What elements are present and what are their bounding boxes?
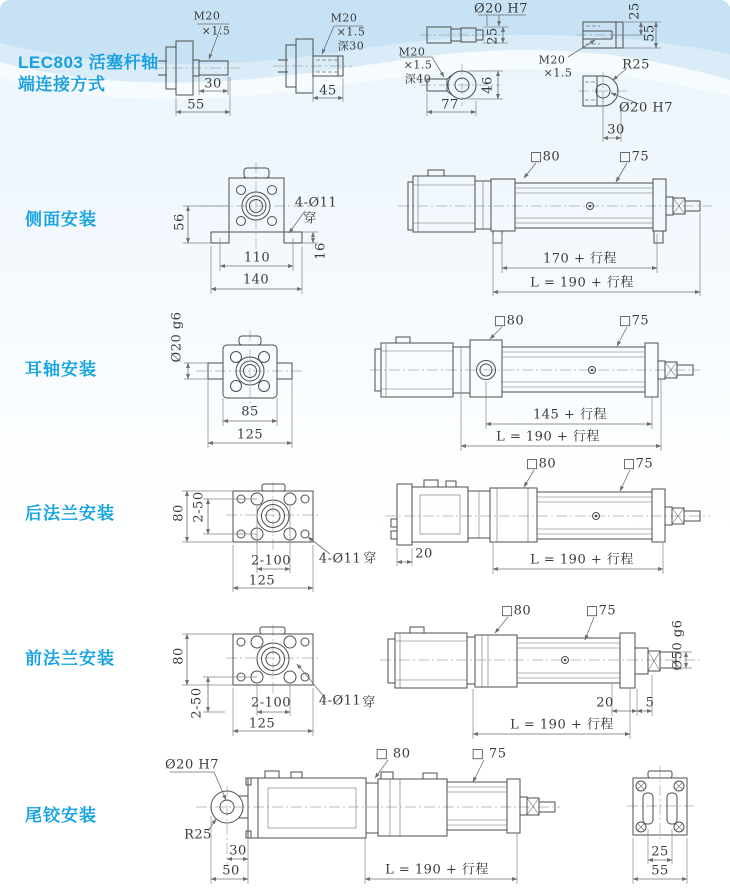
dim-label: 30 [229, 843, 247, 859]
dim-label: 4-Ø11 [318, 551, 362, 567]
dim-label: 深40 [404, 72, 432, 86]
dim-label: 2-50 [189, 687, 205, 719]
dim-label: 5 [645, 695, 655, 711]
dim-label: 25 [485, 27, 501, 45]
dim-label: M20 [330, 11, 358, 25]
section-label-side-mount: 侧面安装 [25, 210, 97, 229]
page-title-line2: 端连接方式 [18, 75, 106, 94]
dim-label: 110 [243, 250, 271, 266]
dim-label: L = 190 + 行程 [530, 552, 634, 568]
dim-label: 46 [480, 76, 496, 94]
dim-label: 25 [651, 844, 669, 860]
dim-label: 20 [415, 546, 433, 562]
dim-label: Ø50 g6 [670, 619, 686, 671]
dim-label: 穿 [363, 551, 377, 567]
dim-label: 深30 [337, 39, 365, 53]
dim-label: ×1.5 [543, 66, 573, 80]
section-label-rear-flange-mount: 后法兰安装 [25, 504, 115, 523]
dim-label: 16 [313, 242, 329, 260]
dim-label: ×1.5 [336, 25, 366, 39]
dim-label: □80 [493, 313, 525, 329]
dim-label: 80 [171, 647, 187, 665]
section-label-tail-hinge-mount: 尾铰安装 [25, 806, 97, 825]
dim-label: 50 [222, 863, 240, 879]
dim-label: 4-Ø11 [294, 195, 338, 211]
dim-label: 170 + 行程 [543, 251, 617, 267]
dim-label: Ø20 H7 [474, 1, 528, 17]
dim-label: □75 [585, 603, 617, 619]
dim-label: 125 [236, 427, 264, 443]
dim-label: 25 [627, 2, 643, 20]
dim-label: 30 [607, 122, 625, 138]
section-label-trunnion-mount: 耳轴安装 [25, 360, 97, 379]
dim-label: 80 [171, 504, 187, 522]
dim-label: Ø20 g6 [169, 311, 185, 363]
dim-label: 2-50 [191, 491, 207, 523]
dim-label: 2-100 [251, 695, 291, 711]
dim-label: 145 + 行程 [533, 407, 607, 423]
dim-label: 55 [651, 863, 669, 879]
dim-label: Ø20 H7 [165, 757, 219, 773]
dim-label: M20 [398, 45, 426, 59]
dim-label: L = 190 + 行程 [510, 717, 614, 733]
section-label-front-flange-mount: 前法兰安装 [25, 649, 115, 668]
dim-label: □75 [618, 313, 650, 329]
dim-label: 125 [248, 716, 276, 732]
dim-label: 55 [187, 97, 205, 113]
dim-label: 穿 [303, 211, 317, 227]
dim-label: □75 [622, 456, 654, 472]
dim-label: 穿 [362, 695, 376, 711]
dim-label: □75 [618, 149, 650, 165]
dim-label: L = 190 + 行程 [496, 429, 600, 445]
dim-label: □ 75 [471, 746, 507, 762]
dim-label: □80 [525, 456, 557, 472]
dim-label: 30 [204, 76, 222, 92]
dim-label: 2-100 [251, 553, 291, 569]
dim-label: Ø20 H7 [619, 100, 673, 116]
dim-label: ×1.5 [403, 58, 433, 72]
dim-label: R25 [184, 827, 212, 843]
dim-label: □80 [500, 603, 532, 619]
dim-label: 20 [596, 695, 614, 711]
dim-label: M20 [193, 9, 221, 23]
dim-label: 140 [242, 272, 270, 288]
dim-label: □80 [529, 149, 561, 165]
dim-label: 125 [248, 573, 276, 589]
dim-label: 85 [241, 404, 259, 420]
dim-label: 56 [172, 213, 188, 231]
dim-label: L = 190 + 行程 [530, 275, 634, 291]
page-title-line1: LEC803 活塞杆轴 [18, 53, 159, 72]
dim-label: R25 [622, 57, 650, 73]
dim-label: ×1.5 [201, 24, 231, 38]
dim-label: M20 [538, 53, 566, 67]
dim-label: 45 [319, 83, 337, 99]
dim-label: 4-Ø11 [318, 693, 362, 709]
dim-label: L = 190 + 行程 [385, 862, 489, 878]
dim-label: □ 80 [375, 746, 411, 762]
dim-label: 77 [441, 97, 459, 113]
dim-label: 55 [642, 24, 658, 42]
